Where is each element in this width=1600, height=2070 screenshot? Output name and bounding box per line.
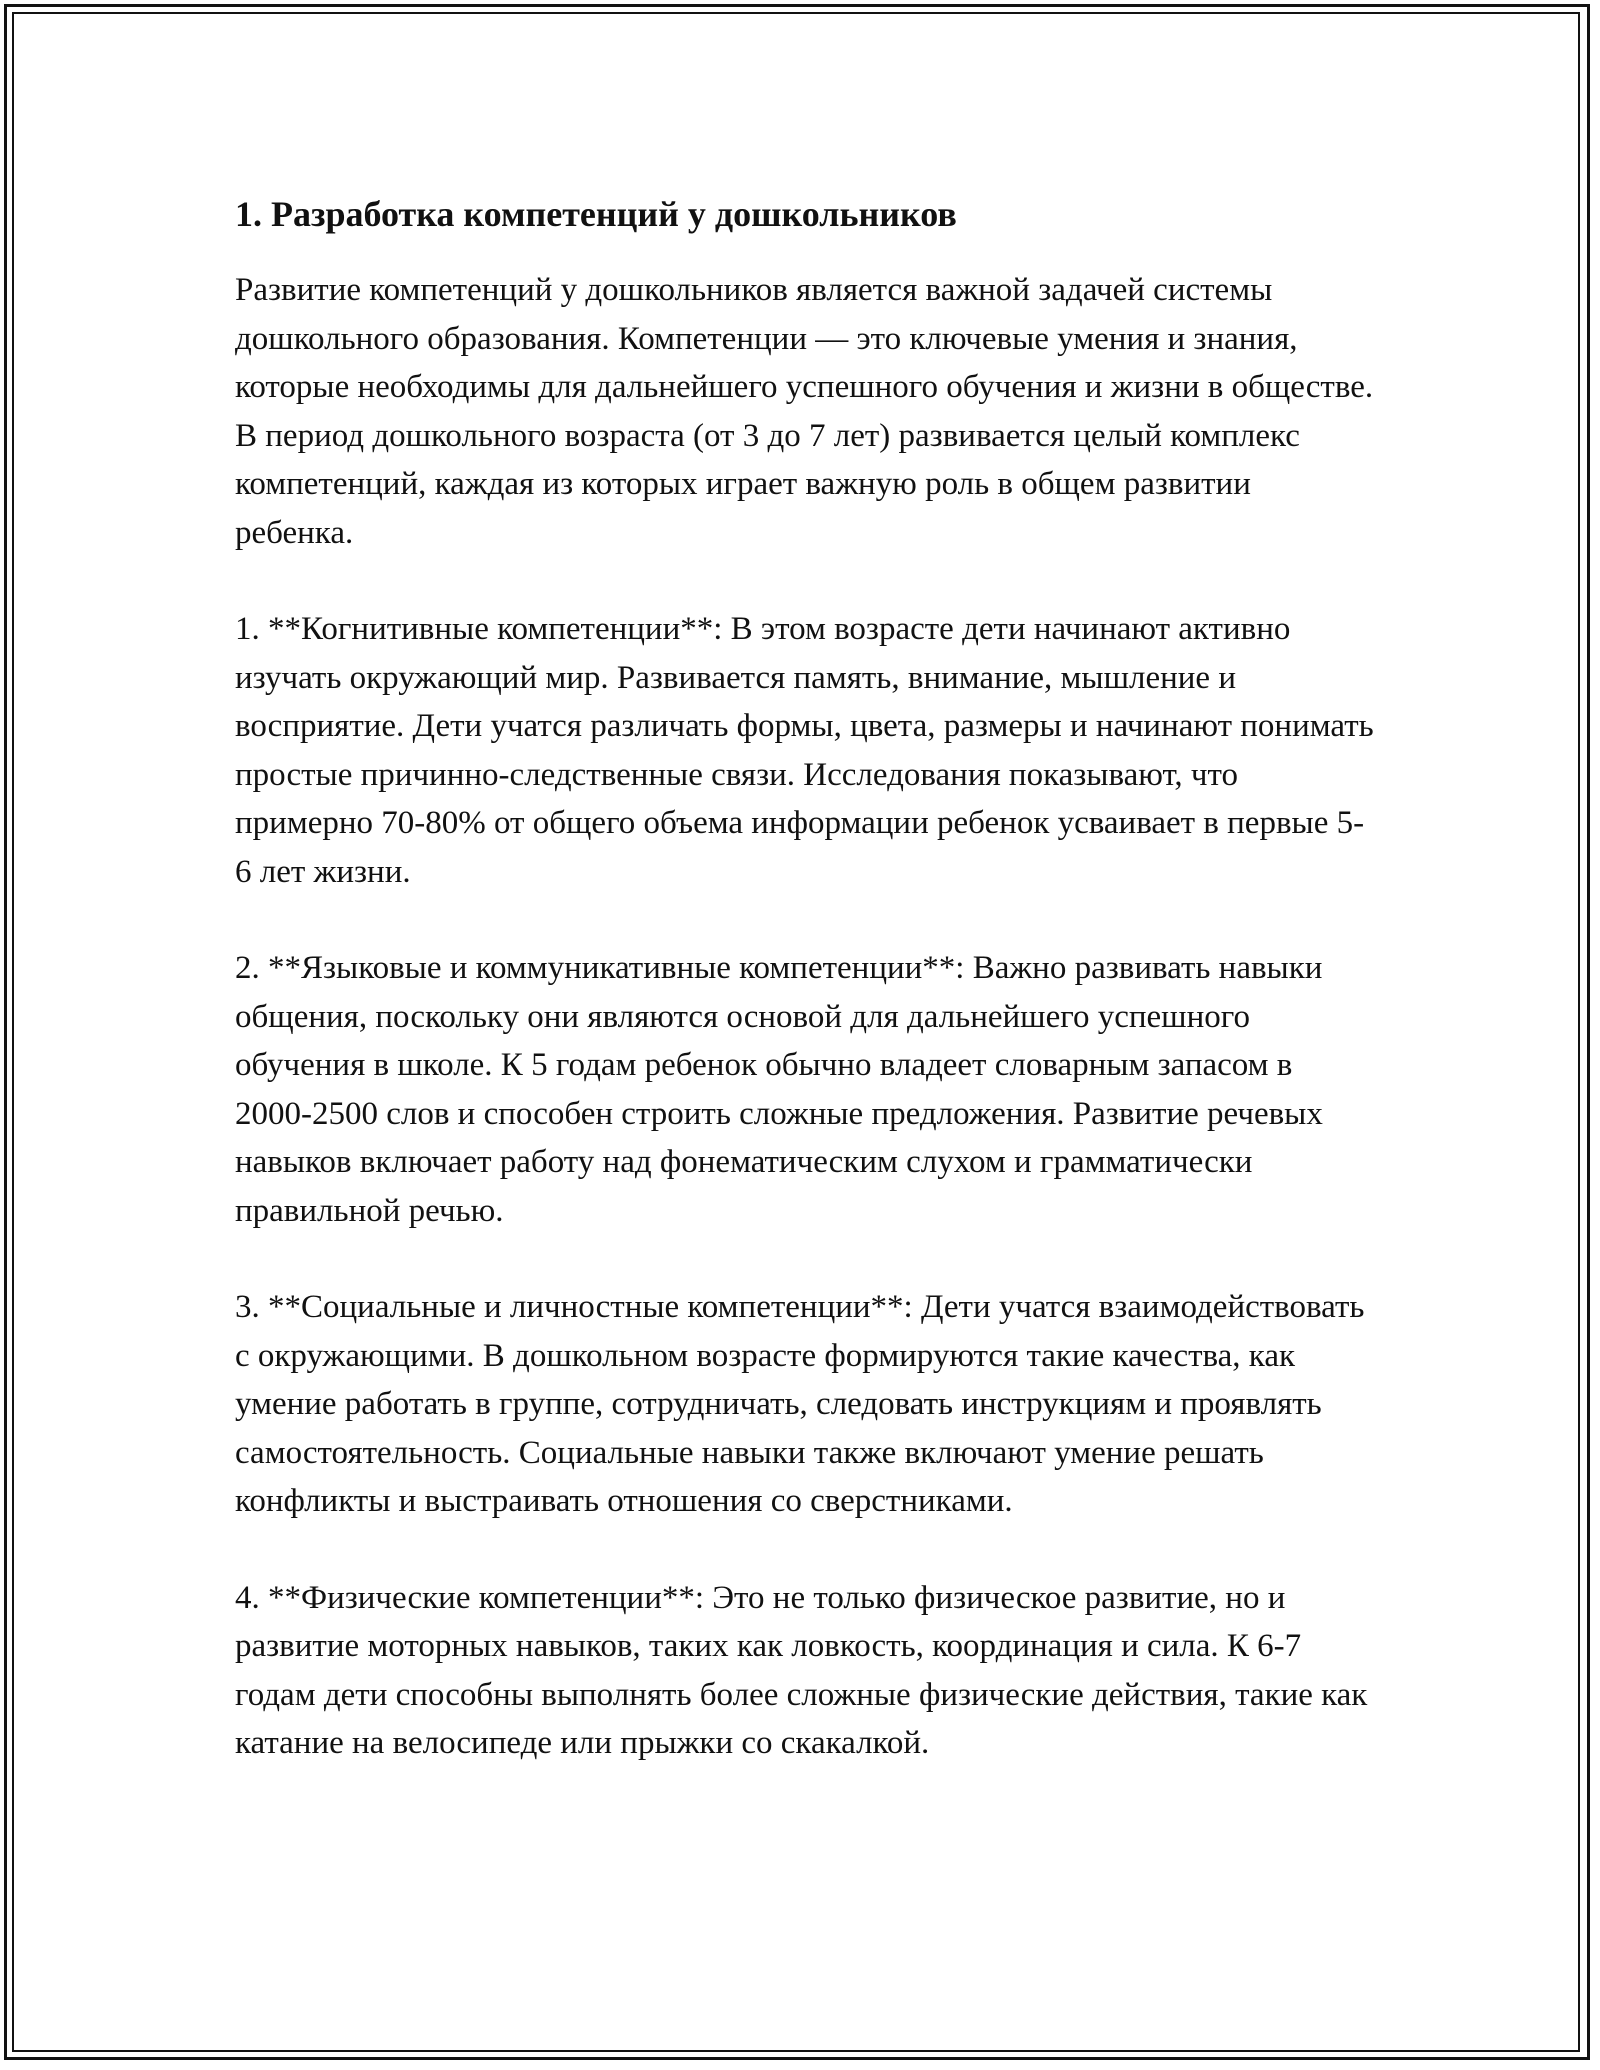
cognitive-paragraph: 1. **Когнитивные компетенции**: В этом возрасте дети начинают активно изучать окружающий мир. Развивается память, внимание, мышление и восприятие. Дети учатся различать формы, цвета, размеры и начинают понимать простые причинно-следственные связи. Исследования показывают, что примерно 70-80% от общего объема информации ребенок усваивает в первые 5-6 лет жизни. [235, 611, 1374, 890]
document-body [235, 190, 1375, 1816]
language-paragraph: 2. **Языковые и коммуникативные компетенции**: Важно развивать навыки общения, поскольку они являются основой для дальнейшего успешного обучения в школе. К 5 годам ребенок обычно владеет словарным запасом в 2000-2500 слов и способен строить сложные предложения. Развитие речевых навыков включает работу над фонематическим слухом и грамматически правильной речью. [235, 950, 1323, 1229]
social-paragraph: 3. **Социальные и личностные компетенции**: Дети учатся взаимодействовать с окружающими. В дошкольном возрасте формируются такие качества, как умение работать в группе, сотрудничать, следовать инструкциям и проявлять самостоятельность. Социальные навыки также включают умение решать конфликты и выстраивать отношения со сверстниками. [235, 1289, 1365, 1519]
intro-paragraph: Развитие компетенций у дошкольников является важной задачей системы дошкольного образования. Компетенции — это ключевые умения и знания, которые необходимы для дальнейшего успешного обучения и жизни в обществе. В период дошкольного возраста (от 3 до 7 лет) развивается целый комплекс компетенций, каждая из которых играет важную роль в общем развитии ребенка. [235, 272, 1374, 551]
section-heading: 1. Разработка компетенций у дошкольников [235, 194, 957, 234]
physical-paragraph: 4. **Физические компетенции**: Это не только физическое развитие, но и развитие моторных навыков, таких как ловкость, координация и сила. К 6-7 годам дети способны выполнять более сложные физические действия, такие как катание на велосипеде или прыжки со скакалкой. [235, 1579, 1368, 1761]
